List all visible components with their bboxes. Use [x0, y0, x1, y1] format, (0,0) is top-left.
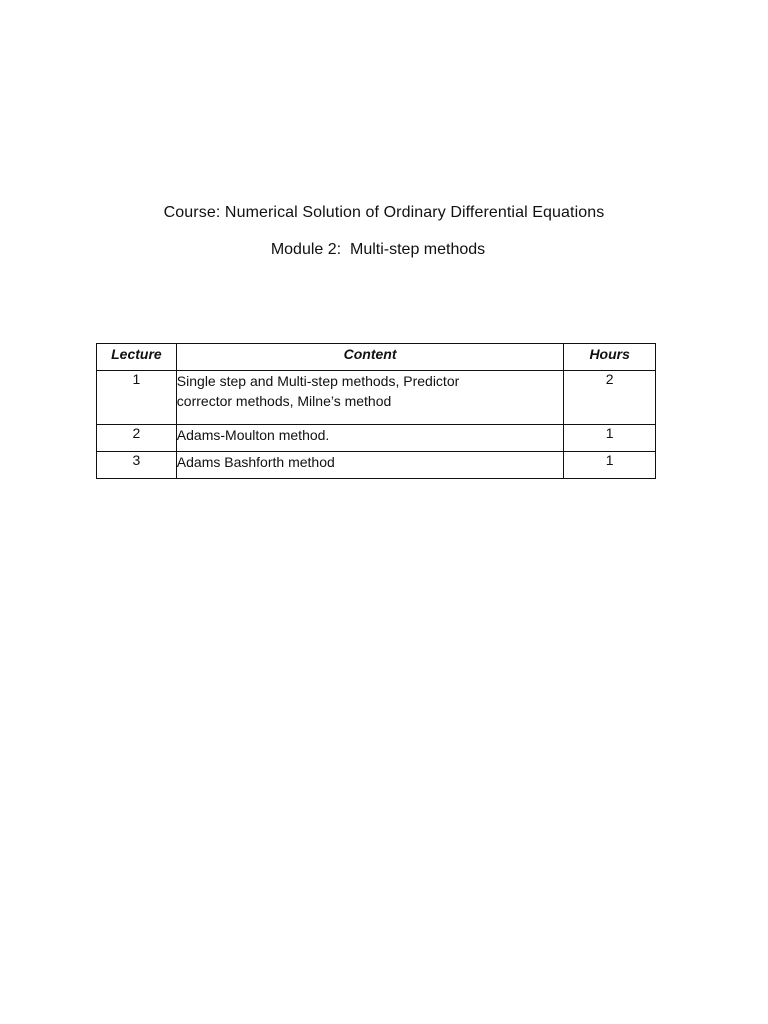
lecture-number: 3	[97, 452, 177, 479]
table-row	[97, 371, 656, 425]
lecture-content: Adams-Moulton method.	[176, 425, 564, 452]
module-title: Module 2: Multi-step methods	[270, 241, 486, 258]
table-row	[97, 425, 656, 452]
lecture-hours: 1	[564, 425, 656, 452]
course-title: Course: Numerical Solution of Ordinary Differential Equations	[163, 204, 605, 221]
lecture-number: 1	[97, 371, 177, 425]
header-lecture: Lecture	[97, 344, 177, 371]
lecture-number: 2	[97, 425, 177, 452]
lecture-hours: 2	[564, 371, 656, 425]
table-row	[97, 452, 656, 479]
lecture-schedule-table	[96, 343, 656, 479]
lecture-content: Adams Bashforth method	[176, 452, 564, 479]
header-hours: Hours	[564, 344, 656, 371]
header-content: Content	[176, 344, 564, 371]
lecture-hours: 1	[564, 452, 656, 479]
lecture-content	[176, 371, 564, 425]
lecture-content-text: Single step and Multi-step methods, Predictor corrector methods, Milne’s method	[176, 373, 460, 409]
table-header-row	[97, 344, 656, 371]
